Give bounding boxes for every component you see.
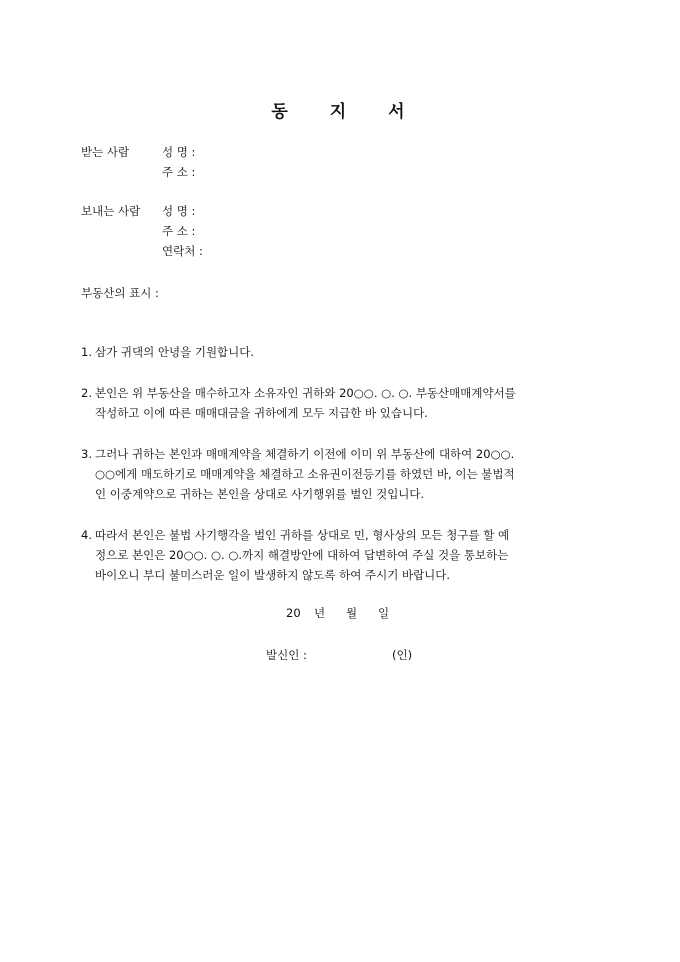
paragraph-line: 그러나 귀하는 본인과 매매계약을 체결하기 이전에 이미 위 부동산에 대하여 20○○.	[95, 447, 515, 461]
title-char: 서	[388, 102, 409, 122]
date-year-prefix: 20	[286, 606, 301, 620]
paragraph-line: 따라서 본인은 불법 사기행각을 벌인 귀하를 상대로 민, 형사상의 모든 청구를 할 예	[95, 528, 510, 542]
recipient-name-label: 성 명 :	[162, 145, 196, 159]
paragraph-number: 3.	[81, 447, 92, 461]
paragraph-line: 정으로 본인은 20○○. ○. ○.까지 해결방안에 대하여 답변하여 주실 것을 통보하는	[95, 548, 509, 562]
document-title	[0, 97, 680, 122]
paragraph-number: 2.	[81, 386, 92, 400]
date-year: 년	[314, 606, 326, 620]
sender-address-label: 주 소 :	[162, 224, 196, 238]
paragraph-1	[81, 342, 611, 362]
date-day: 일	[378, 606, 390, 620]
recipient-address-label: 주 소 :	[162, 165, 196, 179]
paragraph-number: 1.	[81, 345, 92, 359]
paragraph-2	[81, 383, 611, 423]
property-label: 부동산의 표시 :	[81, 286, 159, 300]
paragraph-line: 작성하고 이에 따른 매매대금을 귀하에게 모두 지급한 바 있습니다.	[95, 406, 428, 420]
paragraph-line: 인 이중계약으로 귀하는 본인을 상대로 사기행위를 벌인 것입니다.	[95, 487, 425, 501]
sender-label: 보내는 사람	[81, 204, 141, 218]
paragraph-line: 삼가 귀댁의 안녕을 기원합니다.	[95, 345, 255, 359]
title-char: 동	[271, 102, 292, 122]
paragraph-line: ○○에게 매도하기로 매매계약을 체결하고 소유권이전등기를 하였던 바, 이는 불법적	[95, 467, 515, 481]
title-char: 지	[329, 102, 351, 122]
paragraph-number: 4.	[81, 528, 92, 542]
paragraph-line: 본인은 위 부동산을 매수하고자 소유자인 귀하와 20○○. ○. ○. 부동산매매계약서를	[95, 386, 516, 400]
paragraph-3	[81, 444, 611, 504]
paragraph-line: 바이오니 부디 불미스러운 일이 발생하지 않도록 하여 주시기 바랍니다.	[95, 568, 451, 582]
sender-contact-label: 연락처 :	[162, 244, 203, 258]
paragraph-4	[81, 525, 611, 585]
seal-mark: (인)	[392, 648, 413, 662]
sender-name-label: 성 명 :	[162, 204, 196, 218]
recipient-label: 받는 사람	[81, 145, 130, 159]
sender-signature-label: 발신인 :	[266, 648, 307, 662]
date-month: 월	[346, 606, 358, 620]
